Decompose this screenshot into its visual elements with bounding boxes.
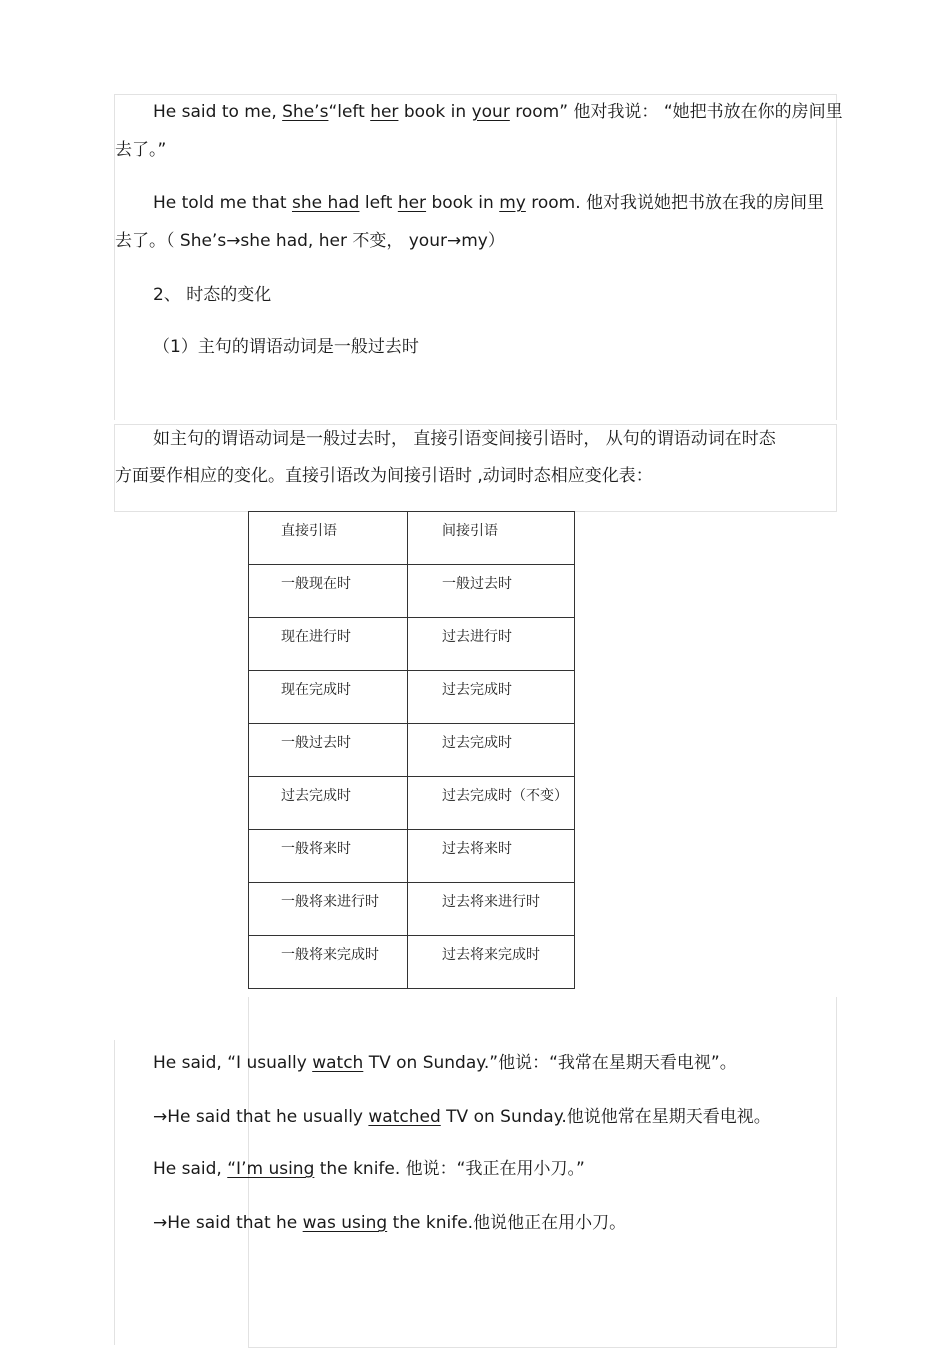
section-paragraph-line2: 方面要作相应的变化。直接引语改为间接引语时 ,动词时态相应变化表： (115, 466, 653, 486)
table-cell: 现在完成时 (249, 671, 408, 724)
table-cell: 一般将来进行时 (249, 883, 408, 936)
tense-change-table (248, 511, 575, 989)
section-paragraph-line1: 如主句的谓语动词是一般过去时， 直接引语变间接引语时， 从句的谓语动词在时态 (153, 429, 776, 449)
table-cell: 间接引语 (408, 512, 575, 565)
table-cell: 过去完成时 (408, 671, 575, 724)
table-cell: 一般过去时 (408, 565, 575, 618)
table-cell: 过去将来进行时 (408, 883, 575, 936)
table-cell: 一般过去时 (249, 724, 408, 777)
table-cell: 过去完成时（不变） (408, 777, 575, 830)
table-cell: 过去将来完成时 (408, 936, 575, 989)
table-row (249, 671, 575, 724)
example1-line4: 去了。（ She’s→she had, her 不变， your→my） (115, 231, 505, 251)
section-subheading: （1）主句的谓语动词是一般过去时 (153, 337, 419, 357)
example1-line2: 去了。” (115, 140, 167, 160)
table-cell: 过去将来时 (408, 830, 575, 883)
example1-line3: He told me that she had left her book in my room. 他对我说她把书放在我的房间里 (153, 193, 825, 213)
table-row (249, 936, 575, 989)
table-row (249, 883, 575, 936)
table-cell: 过去进行时 (408, 618, 575, 671)
table-cell: 一般将来完成时 (249, 936, 408, 989)
frame-top (114, 94, 837, 420)
table-row (249, 724, 575, 777)
table-row (249, 512, 575, 565)
section-heading: 2、 时态的变化 (153, 285, 272, 305)
example2-line3: He said, “I’m using the knife. 他说：“我正在用小刀。” (153, 1159, 585, 1179)
table-cell: 过去完成时 (408, 724, 575, 777)
frame-bottom-left (114, 1040, 115, 1345)
table-row (249, 777, 575, 830)
table-cell: 现在进行时 (249, 618, 408, 671)
table-row (249, 618, 575, 671)
table-row (249, 830, 575, 883)
table-cell: 过去完成时 (249, 777, 408, 830)
table-row (249, 565, 575, 618)
example2-line1: He said, “I usually watch TV on Sunday.”他说：“我常在星期天看电视”。 (153, 1053, 737, 1073)
example2-line4: →He said that he was using the knife.他说他正在用小刀。 (153, 1213, 627, 1233)
example1-line1: He said to me, She’s“left her book in your room” 他对我说： “她把书放在你的房间里 (153, 102, 843, 122)
table-cell: 直接引语 (249, 512, 408, 565)
table-cell: 一般现在时 (249, 565, 408, 618)
table-cell: 一般将来时 (249, 830, 408, 883)
example2-line2: →He said that he usually watched TV on Sunday.他说他常在星期天看电视。 (153, 1107, 771, 1127)
